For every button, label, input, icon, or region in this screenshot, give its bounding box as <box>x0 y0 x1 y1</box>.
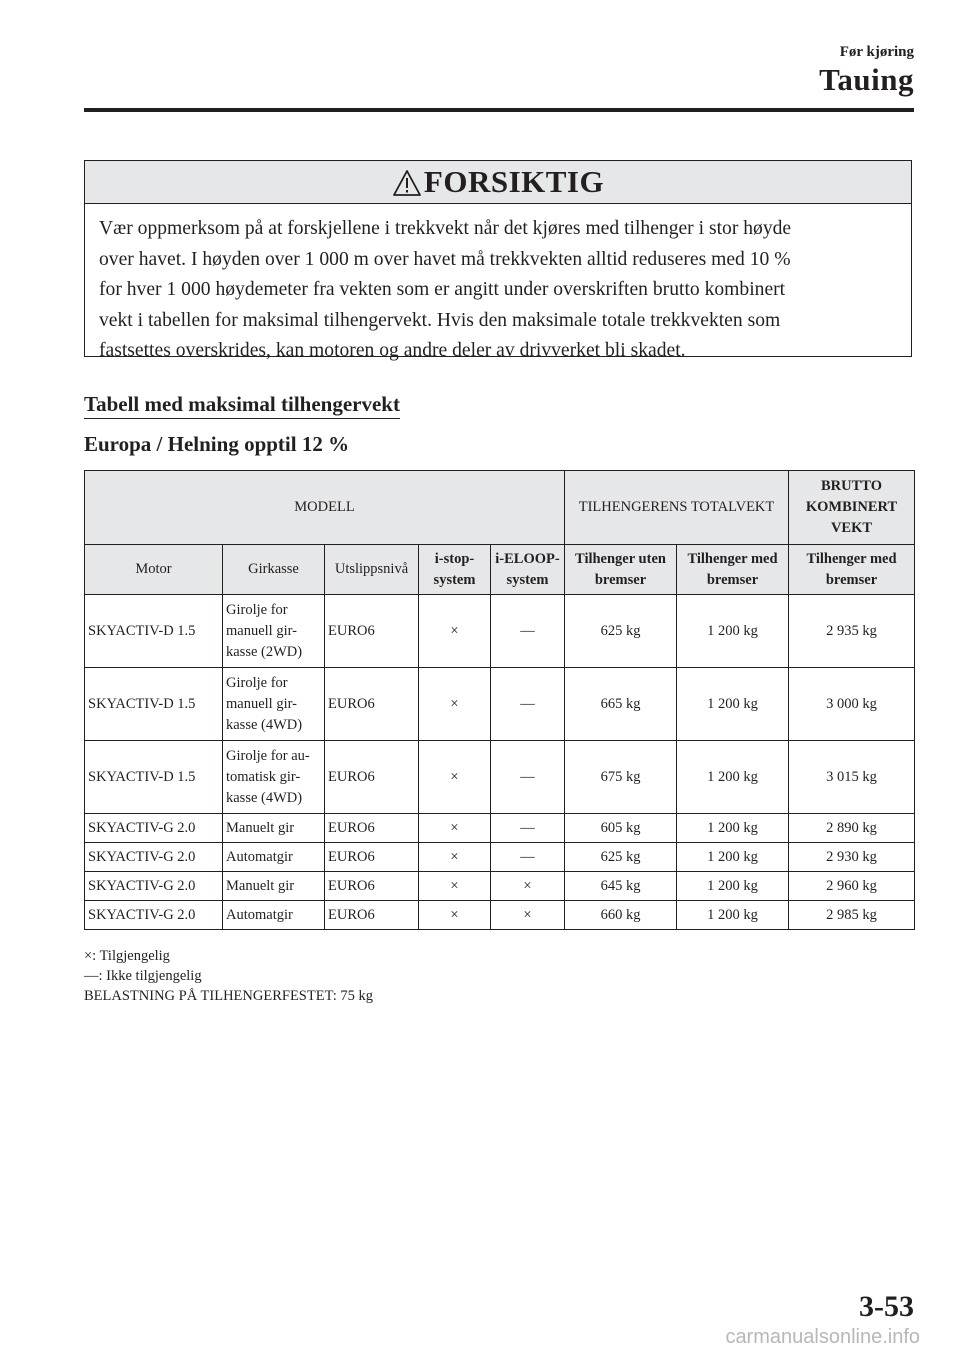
header-divider <box>84 108 914 112</box>
cell-motor: SKYACTIV-D 1.5 <box>85 668 223 741</box>
header-trailer-total-weight: TILHENGERENS TOTALVEKT <box>565 471 789 545</box>
cell-gross: 2 930 kg <box>789 843 915 872</box>
cell-motor: SKYACTIV-G 2.0 <box>85 901 223 930</box>
cell-motor: SKYACTIV-G 2.0 <box>85 872 223 901</box>
section-label: Før kjøring <box>839 44 914 60</box>
table-row <box>85 872 915 901</box>
col-emission: Utslippsnivå <box>325 545 419 595</box>
col-istop: i-stop-system <box>419 545 491 595</box>
cell-emission: EURO6 <box>325 741 419 814</box>
cell-with-brakes: 1 200 kg <box>677 901 789 930</box>
col-motor: Motor <box>85 545 223 595</box>
cell-without-brakes: 625 kg <box>565 595 677 668</box>
caution-title: FORSIKTIG <box>423 164 605 199</box>
cell-emission: EURO6 <box>325 814 419 843</box>
page-title: Tauing <box>819 62 914 97</box>
caution-header <box>85 161 911 204</box>
warning-triangle-icon <box>392 169 422 197</box>
region-heading: Europa / Helning opptil 12 % <box>84 432 350 456</box>
cell-gross: 3 015 kg <box>789 741 915 814</box>
cell-motor: SKYACTIV-G 2.0 <box>85 843 223 872</box>
cell-ieloop: — <box>491 814 565 843</box>
cell-with-brakes: 1 200 kg <box>677 741 789 814</box>
cell-gearbox: Automatgir <box>223 843 325 872</box>
cell-without-brakes: 665 kg <box>565 668 677 741</box>
cell-without-brakes: 625 kg <box>565 843 677 872</box>
cell-without-brakes: 675 kg <box>565 741 677 814</box>
cell-istop: × <box>419 595 491 668</box>
cell-motor: SKYACTIV-D 1.5 <box>85 595 223 668</box>
cell-without-brakes: 605 kg <box>565 814 677 843</box>
caution-line: for hver 1 000 høydemeter fra vekten som er angitt under overskriften brutto kombinert <box>99 279 786 300</box>
cell-istop: × <box>419 741 491 814</box>
col-gross-with-brakes: Tilhenger med bremser <box>789 545 915 595</box>
caution-box <box>84 160 912 361</box>
cell-gearbox: Girolje for manuell gir-kasse (4WD) <box>223 668 325 741</box>
legend-not-available: —: Ikke tilgjengelig <box>84 968 202 984</box>
cell-gearbox: Manuelt gir <box>223 872 325 901</box>
table-row <box>85 668 915 741</box>
cell-with-brakes: 1 200 kg <box>677 814 789 843</box>
header-model: MODELL <box>85 471 565 545</box>
table-row <box>85 901 915 930</box>
caution-text <box>85 204 911 367</box>
trailer-weight-table <box>84 470 915 930</box>
cell-gross: 2 960 kg <box>789 872 915 901</box>
section-heading: Tabell med maksimal tilhengervekt <box>84 392 400 419</box>
cell-gross: 2 985 kg <box>789 901 915 930</box>
cell-motor: SKYACTIV-G 2.0 <box>85 814 223 843</box>
col-trailer-without-brakes: Tilhenger uten bremser <box>565 545 677 595</box>
col-trailer-with-brakes: Tilhenger med bremser <box>677 545 789 595</box>
cell-ieloop: — <box>491 668 565 741</box>
cell-motor: SKYACTIV-D 1.5 <box>85 741 223 814</box>
cell-emission: EURO6 <box>325 901 419 930</box>
caution-line: fastsettes overskrides, kan motoren og andre deler av drivverket bli skadet. <box>99 340 686 361</box>
cell-gearbox: Girolje for manuell gir-kasse (2WD) <box>223 595 325 668</box>
cell-ieloop: — <box>491 595 565 668</box>
cell-istop: × <box>419 872 491 901</box>
cell-without-brakes: 645 kg <box>565 872 677 901</box>
cell-emission: EURO6 <box>325 668 419 741</box>
table-legend <box>84 946 373 1006</box>
caution-line: Vær oppmerksom på at forskjellene i trekkvekt når det kjøres med tilhenger i stor høyde <box>99 218 792 239</box>
watermark: carmanualsonline.info <box>725 1326 920 1348</box>
table-row <box>85 595 915 668</box>
cell-gross: 2 890 kg <box>789 814 915 843</box>
cell-gearbox: Manuelt gir <box>223 814 325 843</box>
cell-gearbox: Girolje for au-tomatisk gir-kasse (4WD) <box>223 741 325 814</box>
header-gross-combined-weight: BRUTTO KOMBINERT VEKT <box>789 471 915 545</box>
caution-line: over havet. I høyden over 1 000 m over havet må trekkvekten alltid reduseres med 10 % <box>99 248 791 270</box>
caution-line: vekt i tabellen for maksimal tilhengervekt. Hvis den maksimale totale trekkvekten som <box>99 309 781 331</box>
cell-istop: × <box>419 668 491 741</box>
cell-istop: × <box>419 843 491 872</box>
cell-emission: EURO6 <box>325 872 419 901</box>
col-gearbox: Girkasse <box>223 545 325 595</box>
table-row <box>85 814 915 843</box>
table-row <box>85 843 915 872</box>
cell-with-brakes: 1 200 kg <box>677 595 789 668</box>
cell-without-brakes: 660 kg <box>565 901 677 930</box>
cell-gross: 2 935 kg <box>789 595 915 668</box>
cell-gearbox: Automatgir <box>223 901 325 930</box>
cell-ieloop: — <box>491 843 565 872</box>
cell-ieloop: — <box>491 741 565 814</box>
cell-ieloop: × <box>491 901 565 930</box>
cell-istop: × <box>419 901 491 930</box>
page-number: 3-53 <box>859 1290 914 1323</box>
cell-emission: EURO6 <box>325 843 419 872</box>
cell-ieloop: × <box>491 872 565 901</box>
cell-emission: EURO6 <box>325 595 419 668</box>
cell-with-brakes: 1 200 kg <box>677 843 789 872</box>
cell-istop: × <box>419 814 491 843</box>
cell-with-brakes: 1 200 kg <box>677 872 789 901</box>
legend-available: ×: Tilgjengelig <box>84 948 170 964</box>
table-row <box>85 741 915 814</box>
col-ieloop: i-ELOOP-system <box>491 545 565 595</box>
legend-hitch-load: BELASTNING PÅ TILHENGERFESTET: 75 kg <box>84 988 374 1004</box>
cell-with-brakes: 1 200 kg <box>677 668 789 741</box>
cell-gross: 3 000 kg <box>789 668 915 741</box>
